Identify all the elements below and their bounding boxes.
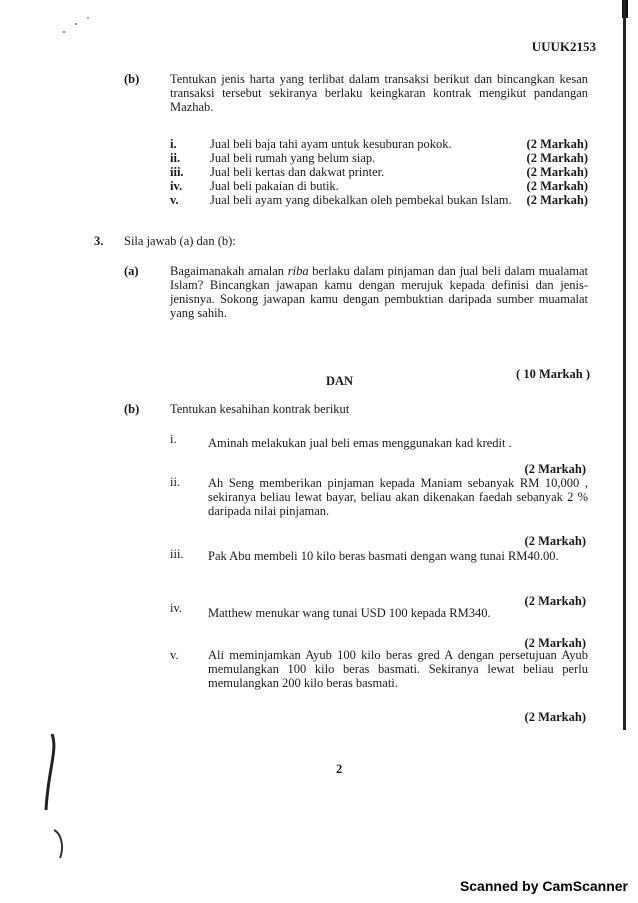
q2b-item-3 [170,165,588,179]
q2b-item-text: Jual beli kertas dan dakwat printer. [210,165,385,179]
q2b-item-mark: (2 Markah) [526,179,588,193]
q2b-item-num: i. [170,137,177,151]
q3a-mark: ( 10 Markah ) [516,367,590,381]
q3b-item-2-num: ii. [170,475,181,489]
q2b-item-text: Jual beli rumah yang belum siap. [210,151,376,165]
q3a-label: (a) [124,264,139,278]
q3-instruction: Sila jawab (a) dan (b): [124,234,236,248]
q3-number: 3. [94,234,104,248]
q3b-item-4-num: iv. [170,601,183,615]
scanner-watermark: Scanned by CamScanner [459,878,628,894]
scan-edge-line [623,0,626,730]
q2b-item-mark: (2 Markah) [526,151,588,165]
q3a-text [170,264,588,320]
q3b-text: Tentukan kesahihan kontrak berikut [170,402,350,416]
q3a-text-part1: Bagaimanakah amalan [170,264,288,278]
q2b-item-2 [170,151,588,165]
scan-artifact-marks [40,730,80,860]
q3b-item-2-text: Ah Seng memberikan pinjaman kepada Maniam sebanyak RM 10,000 , sekiranya beliau lewat bayar, beliau akan dikenakan faedah sebanyak 2 % daripada nilai pinjaman. [208,476,588,518]
q2b-item-num: iv. [170,179,183,193]
q2b-item-mark: (2 Markah) [526,137,588,151]
q3a-text-part2: berlaku dalam pinjaman dan jual beli dalam mualamat Islam? Bincangkan jawapan kamu dengan merujuk kepada definisi dan jenis-jenisnya. Sokong jawapan kamu dengan pembuktian daripada sumber muamalat yang sahih. [170,264,588,320]
q2b-item-num: v. [170,193,179,207]
q3a-text-italic: riba [287,264,309,278]
q2b-item-text: Jual beli pakaian di butik. [210,179,339,193]
q3b-item-1-num: i. [170,432,177,446]
q2b-item-mark: (2 Markah) [526,193,588,207]
q3b-item-2-mark: (2 Markah) [524,534,586,548]
q2b-item-mark: (2 Markah) [526,165,588,179]
page-number: 2 [336,762,343,776]
q3b-item-4-text: Matthew menukar wang tunai USD 100 kepada RM340. [208,606,491,620]
q2b-item-5 [170,193,588,207]
q2b-item-num: ii. [170,151,181,165]
q2b-item-text: Jual beli baja tahi ayam untuk kesuburan pokok. [210,137,452,151]
q3b-item-1-text: Aminah melakukan jual beli emas menggunakan kad kredit . [208,436,512,450]
q3b-item-3-num: iii. [170,547,184,561]
q3b-item-4-mark: (2 Markah) [524,636,586,650]
q2b-label: (b) [124,72,140,86]
q2b-item-1 [170,137,588,151]
course-code: UUUK2153 [531,39,596,54]
q3b-item-1-mark: (2 Markah) [524,462,586,476]
q3b-item-5-mark: (2 Markah) [524,710,586,724]
q2b-text: Tentukan jenis harta yang terlibat dalam transaksi berikut dan bincangkan kesan transaksi tersebut sekiranya berlaku keingkaran kontrak mengikut pandangan Mazhab. [170,72,588,114]
q2b-item-4 [170,179,588,193]
q2b-item-text: Jual beli ayam yang dibekalkan oleh pembekal bukan Islam. [210,193,512,207]
dan-separator: DAN [326,374,354,388]
q3b-label: (b) [124,402,140,416]
q3b-item-5-num: v. [170,648,179,662]
q2b-item-num: iii. [170,165,184,179]
q3b-item-5-text: Ali meminjamkan Ayub 100 kilo beras gred A dengan persetujuan Ayub memulangkan 100 kilo beras basmati. Sekiranya lewat beliau perlu memulangkan 200 kilo beras basmati. [208,648,588,690]
q3b-item-3-mark: (2 Markah) [524,594,586,608]
q3b-item-3-text: Pak Abu membeli 10 kilo beras basmati dengan wang tunai RM40.00. [208,549,559,563]
scan-speckles [60,14,100,38]
